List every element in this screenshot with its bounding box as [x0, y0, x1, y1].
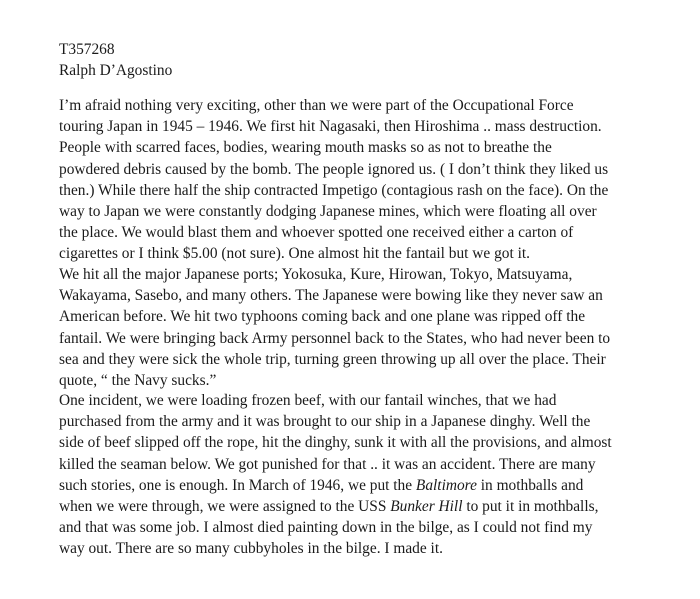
text-line: sea and they were sick the whole trip, turning green throwing up all over the place. Their [59, 350, 606, 368]
text-line: powdered debris caused by the bomb. The people ignored us. ( I don’t think they liked us [59, 160, 609, 178]
text-line: touring Japan in 1945 – 1946. We first hit Nagasaki, then Hiroshima .. mass destruction. [59, 118, 602, 136]
text-line: way out. There are so many cubbyholes in the bilge. I made it. [59, 540, 443, 558]
text-line: the place. We would blast them and whoever spotted one received either a carton of [59, 224, 574, 242]
text-line: I’m afraid nothing very exciting, other than we were part of the Occupational Force [59, 97, 574, 114]
text-line: cigarettes or I think $5.00 (not sure). One almost hit the fantail but we got it. [59, 245, 531, 263]
text-line: quote, “ the Navy sucks.” [59, 372, 217, 390]
record-id: T357268 [59, 41, 115, 58]
paragraph-1 [59, 95, 608, 265]
text-line: side of beef slipped off the rope, hit the dinghy, sunk it with all the provisions, and almost [59, 434, 612, 452]
text-line: way to Japan we were constantly dodging Japanese mines, which were floating all over [59, 203, 597, 221]
text-line: purchased from the army and it was brought to our ship in a Japanese dinghy. Well the [59, 413, 591, 431]
text-line: killed the seaman below. We got punished for that .. it was an accident. There are many [59, 455, 596, 473]
text-run: to put it in mothballs, [462, 498, 599, 516]
text-line [59, 475, 612, 496]
document-header [59, 39, 172, 81]
text-line: We hit all the major Japanese ports; Yokosuka, Kure, Hirowan, Tokyo, Matsuyama, [59, 266, 573, 283]
text-run: such stories, one is enough. In March of 1946, we put the [59, 476, 416, 494]
paragraph-3 [59, 390, 612, 560]
text-line: People with scarred faces, bodies, wearing mouth masks so as not to breathe the [59, 139, 552, 157]
text-run: when we were through, we were assigned to the USS [59, 498, 391, 516]
author-name: Ralph D’Agostino [59, 62, 173, 80]
paragraph-2 [59, 264, 610, 391]
text-line: then.) While there half the ship contracted Impetigo (contagious rash on the face). On the [59, 181, 609, 199]
text-line [59, 496, 612, 517]
text-line: Wakayama, Sasebo, and many others. The Japanese were bowing like they never saw an [59, 287, 603, 305]
text-line: and that was some job. I almost died painting down in the bilge, as I could not find my [59, 519, 593, 537]
text-line: One incident, we were loading frozen beef, with our fantail winches, that we had [59, 392, 557, 409]
text-line: fantail. We were bringing back Army personnel back to the States, who had never been to [59, 329, 611, 347]
ship-name-bunker-hill: Bunker Hill [390, 498, 463, 516]
text-run: in mothballs and [476, 476, 584, 494]
text-line: American before. We hit two typhoons coming back and one plane was ripped off the [59, 308, 586, 326]
ship-name-baltimore: Baltimore [415, 476, 477, 494]
